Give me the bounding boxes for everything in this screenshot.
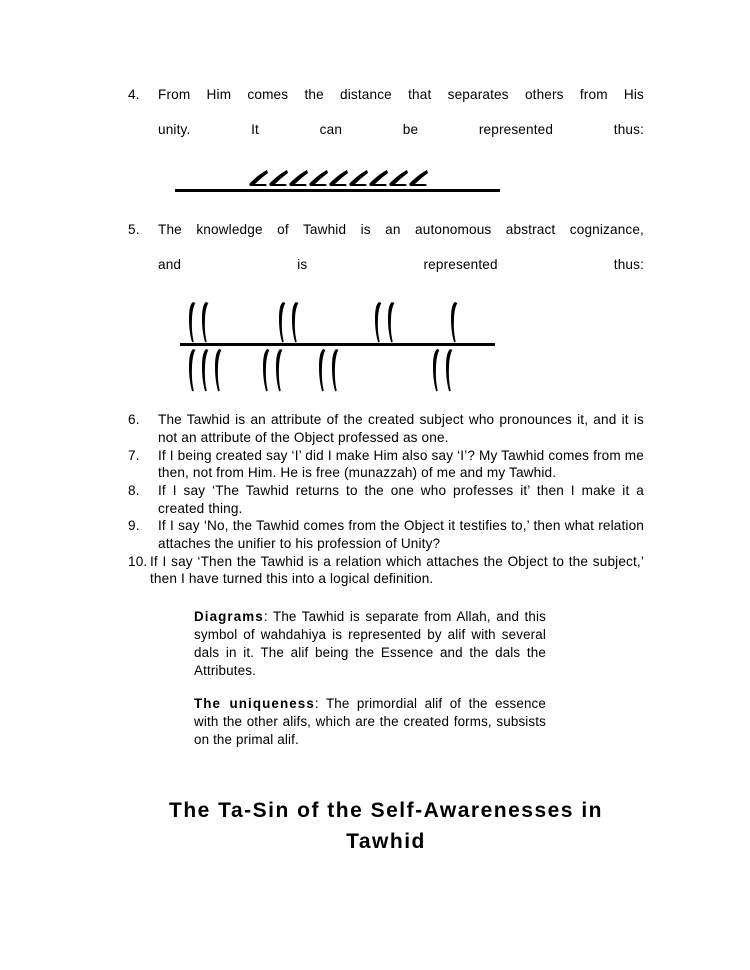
alif-group-upper [276, 301, 302, 343]
list-item-number: 10. [128, 553, 148, 569]
alif-icon [289, 301, 302, 343]
list-item [128, 517, 644, 552]
alif-icon [186, 348, 199, 392]
note-label: The uniqueness [194, 696, 315, 712]
alif-group-lower [430, 348, 456, 392]
page-title-line: The Ta-Sin of the Self-Awarenesses in [169, 799, 603, 822]
alif-icon [316, 348, 329, 392]
dal-icon [308, 169, 329, 193]
list-item [128, 411, 644, 446]
document-body [128, 86, 644, 749]
list-item-number: 7. [128, 447, 140, 463]
alif-icon [430, 348, 443, 392]
note-uniqueness [194, 695, 546, 748]
alif-icon [199, 301, 212, 343]
list-item-number: 4. [128, 87, 140, 102]
alif-icon [186, 301, 199, 343]
alif-group-lower [316, 348, 342, 392]
alif-icon [273, 348, 286, 392]
alif-icon [448, 301, 461, 343]
list-item-line: unity. It can be represented thus: [158, 122, 644, 138]
alif-icon [260, 348, 273, 392]
page-title [128, 795, 644, 857]
note-text: The Tawhid is separate from Allah, and this symbol of wahdahiya is represented by alif with several dals in it. The alif being the Essence and the dals the Attributes. [194, 609, 546, 678]
alif-group-lower [186, 348, 225, 392]
dal-row [248, 163, 428, 203]
alif-icon [276, 301, 289, 343]
page-title-line: Tawhid [346, 830, 426, 854]
list-item-line: From Him comes the distance that separates others from His [158, 87, 644, 102]
alif-group-upper [448, 301, 461, 343]
list-item-number: 9. [128, 518, 140, 534]
alif-icon [329, 348, 342, 392]
diagram-baseline [180, 343, 495, 346]
list-item-number: 6. [128, 412, 140, 428]
dal-icon [268, 169, 289, 193]
dal-icon [248, 169, 269, 193]
list-item-line: and is represented thus: [158, 257, 644, 273]
note-diagrams [194, 608, 546, 679]
list-item [128, 86, 644, 157]
diagram-alif-with-dals [128, 163, 644, 209]
diagram-alifs-about-line [128, 295, 644, 403]
alif-group-upper [372, 301, 398, 343]
alif-icon [212, 348, 225, 392]
list-item-text: The Tawhid is an attribute of the created subject who pronounces it, and it is not an attribute of the Object professed as one. [158, 412, 644, 446]
list-item-text: If I say ‘Then the Tawhid is a relation which attaches the Object to the subject,’ then I have turned this into a logical definition. [150, 553, 644, 587]
dal-icon [408, 169, 429, 193]
alif-icon [199, 348, 212, 392]
alif-group-upper [186, 301, 212, 343]
alif-icon [372, 301, 385, 343]
dal-icon [328, 169, 349, 193]
note-separator: : [263, 609, 268, 625]
list-item-number: 5. [128, 221, 140, 237]
alif-group-lower [260, 348, 286, 392]
list-item-line: The knowledge of Tawhid is an autonomous abstract cognizance, [158, 221, 644, 237]
alif-icon [385, 301, 398, 343]
note-separator: : [314, 696, 319, 712]
list-item [128, 482, 644, 517]
list-item-text: If I being created say ‘I’ did I make Him also say ‘I’? My Tawhid comes from me then, not from Him. He is free (munazzah) of me and my Tawhid. [158, 447, 644, 481]
note-label: Diagrams [194, 609, 264, 625]
list-item [128, 221, 644, 292]
list-item [128, 553, 644, 588]
note-text: The primordial alif of the essence with the other alifs, which are the created forms, subsists on the primal alif. [194, 696, 546, 748]
list-item-text: If I say ‘No, the Tawhid comes from the Object it testifies to,’ then what relation attaches the unifier to his profession of Unity? [158, 518, 644, 552]
alif-icon [443, 348, 456, 392]
dal-icon [368, 169, 389, 193]
list-item-text: If I say ‘The Tawhid returns to the one who professes it’ then I make it a created thing. [158, 483, 644, 516]
list-item-number: 8. [128, 483, 140, 499]
list-item [128, 447, 644, 482]
dal-icon [348, 169, 369, 193]
dal-icon [388, 169, 409, 193]
dal-icon [288, 169, 309, 193]
